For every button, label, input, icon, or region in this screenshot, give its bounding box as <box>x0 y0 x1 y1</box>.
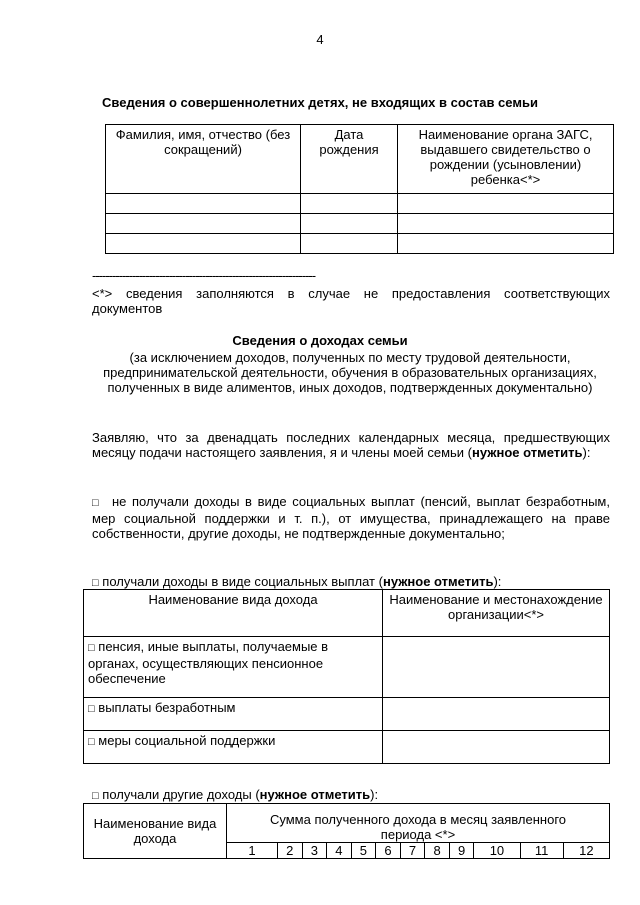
page-number: 4 <box>316 32 324 47</box>
empty-cell[interactable] <box>106 214 301 234</box>
social-row-support <box>84 731 383 764</box>
option-social-part2: ): <box>493 574 502 589</box>
empty-cell[interactable] <box>398 234 614 254</box>
empty-cell[interactable] <box>383 698 610 731</box>
month-10: 10 <box>474 843 520 859</box>
checkbox-other[interactable]: □ <box>92 790 99 802</box>
declaration-part2: ): <box>582 445 591 460</box>
table-row <box>106 194 614 214</box>
header-income-type: Наименование вида дохода <box>84 590 383 637</box>
declaration-bold: нужное отметить <box>472 445 583 460</box>
option-social-bold: нужное отметить <box>382 574 494 589</box>
social-row-label: пенсия, иные выплаты, получаемые в органах, осуществляющих пенсионное обеспечение <box>88 639 329 686</box>
empty-cell[interactable] <box>383 731 610 764</box>
checkbox-unemployment[interactable]: □ <box>88 703 95 715</box>
table-row <box>106 234 614 254</box>
social-row-label: выплаты безработным <box>98 700 236 715</box>
month-8: 8 <box>425 843 450 859</box>
header-registry-office: Наименование органа ЗАГС, выдавшего свидетельство о рождении (усыновлении) ребенка<*> <box>398 125 614 194</box>
month-4: 4 <box>327 843 352 859</box>
checkbox-pension[interactable]: □ <box>88 642 95 654</box>
month-12: 12 <box>563 843 609 859</box>
empty-cell[interactable] <box>398 214 614 234</box>
social-income-table <box>83 589 610 764</box>
option-other-part1: получали другие доходы ( <box>102 787 260 802</box>
table-row <box>84 731 610 764</box>
checkbox-social[interactable]: □ <box>92 577 99 589</box>
month-7: 7 <box>400 843 425 859</box>
month-6: 6 <box>376 843 401 859</box>
header-birth-date: Дата рождения <box>301 125 398 194</box>
checkbox-support[interactable]: □ <box>88 736 95 748</box>
footnote-separator: ------------------------------------------------------------------- <box>92 268 316 283</box>
table-row <box>106 214 614 234</box>
month-3: 3 <box>302 843 327 859</box>
other-income-table <box>83 803 610 859</box>
income-section-subtitle: (за исключением доходов, полученных по месту трудовой деятельности, предпринимательской деятельности, обучения в образовательных организациях, полученных в виде алиментов, иных доходов, подтвержденных документально) <box>103 350 597 395</box>
children-section-title: Сведения о совершеннолетних детях, не входящих в состав семьи <box>102 95 538 110</box>
checkbox-none[interactable]: □ <box>92 497 101 509</box>
income-section-title: Сведения о доходах семьи <box>232 333 408 348</box>
empty-cell[interactable] <box>398 194 614 214</box>
empty-cell[interactable] <box>301 234 398 254</box>
table-row <box>84 698 610 731</box>
footnote-text: <*> сведения заполняются в случае не предоставления соответствующих документов <box>92 286 610 316</box>
header-monthly-amount: Сумма полученного дохода в месяц заявленного периода <*> <box>227 804 610 843</box>
option-other <box>92 787 610 804</box>
social-row-label: меры социальной поддержки <box>98 733 276 748</box>
month-9: 9 <box>449 843 474 859</box>
table-row <box>84 637 610 698</box>
option-other-part2: ): <box>370 787 379 802</box>
social-row-unemployment <box>84 698 383 731</box>
empty-cell[interactable] <box>301 214 398 234</box>
month-1: 1 <box>227 843 278 859</box>
option-other-bold: нужное отметить <box>259 787 371 802</box>
empty-cell[interactable] <box>106 234 301 254</box>
option-none-label: не получали доходы в виде социальных выплат (пенсий, выплат безработным, мер социальной поддержки и т. п.), от имущества, принадлежащего на праве собственности, другие доходы, не подтвержденные документально; <box>92 494 610 541</box>
social-row-pension <box>84 637 383 698</box>
empty-cell[interactable] <box>301 194 398 214</box>
month-5: 5 <box>351 843 376 859</box>
empty-cell[interactable] <box>106 194 301 214</box>
declaration-part1: Заявляю, что за двенадцать последних календарных месяца, предшествующих месяцу подачи настоящего заявления, я и члены моей семьи ( <box>92 430 610 460</box>
declaration-text <box>92 430 610 460</box>
children-table <box>105 124 614 254</box>
header-full-name: Фамилия, имя, отчество (без сокращений) <box>106 125 301 194</box>
month-11: 11 <box>520 843 563 859</box>
empty-cell[interactable] <box>383 637 610 698</box>
header-other-income-type: Наименование вида дохода <box>84 804 227 859</box>
header-organization: Наименование и местонахождение организации<*> <box>383 590 610 637</box>
month-2: 2 <box>278 843 303 859</box>
option-none <box>92 494 610 541</box>
option-social-part1: получали доходы в виде социальных выплат ( <box>102 574 383 589</box>
